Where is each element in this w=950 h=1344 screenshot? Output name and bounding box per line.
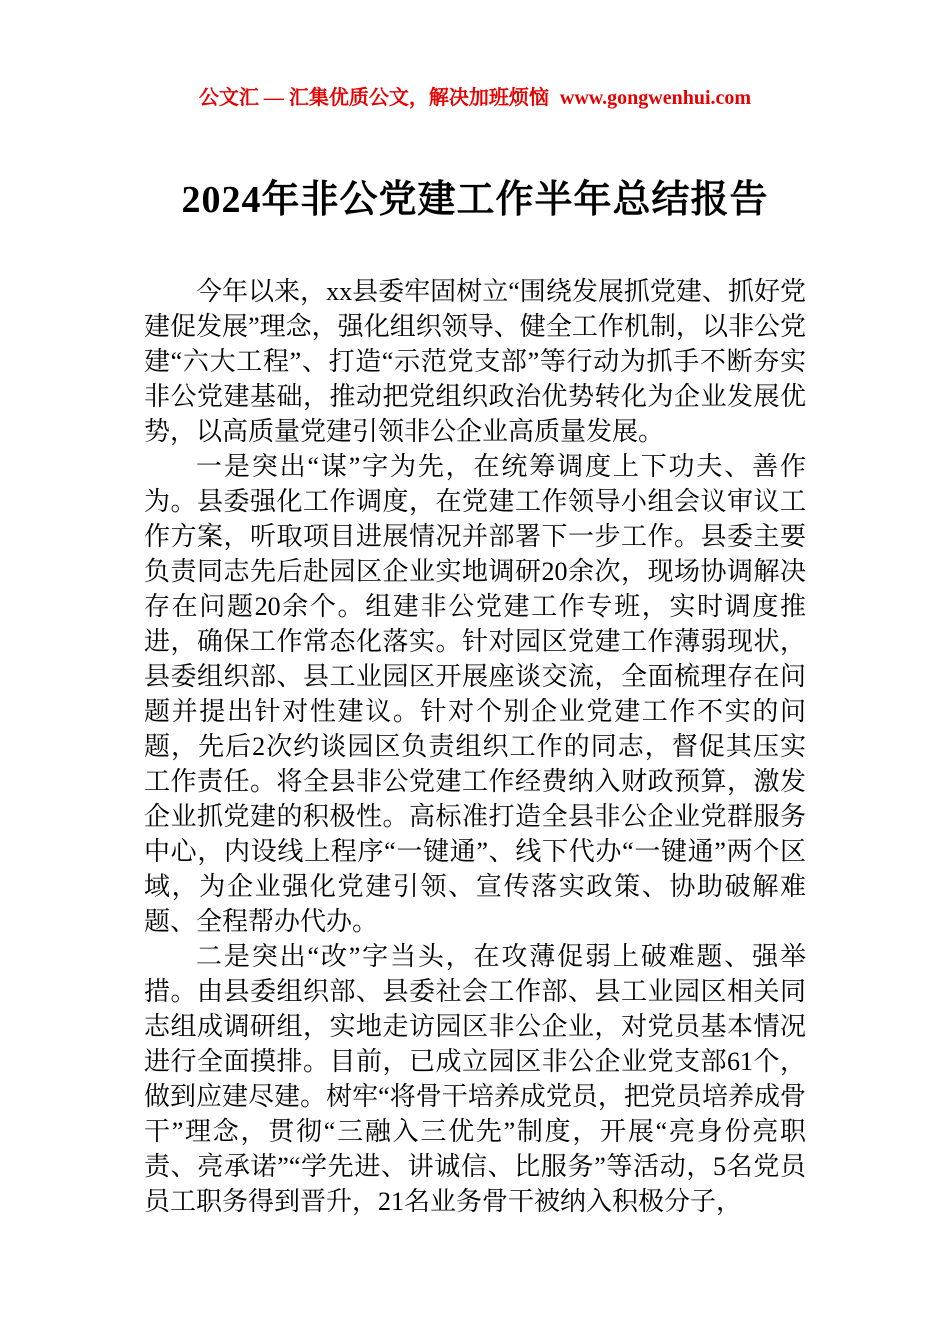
paragraph-intro: 今年以来，xx县委牢固树立“围绕发展抓党建、抓好党建促发展”理念，强化组织领导、健全工作机制，以非公党建“六大工程”、打造“示范党支部”等行动为抓手不断夯实非公党建基础，推动把党组织政治优势转化为企业发展优势，以高质量党建引领非公企业高质量发展。: [144, 277, 806, 446]
document-body: [144, 274, 806, 1219]
site-tagline: 公文汇 — 汇集优质公文，解决加班烦恼: [198, 87, 549, 109]
paragraph-point-one: 一是突出“谋”字为先，在统筹调度上下功夫、善作为。县委强化工作调度，在党建工作领导小组会议审议工作方案，听取项目进展情况并部署下一步工作。县委主要负责同志先后赴园区企业实地调研20余次，现场协调解决存在问题20余个。组建非公党建工作专班，实时调度推进，确保工作常态化落实。针对园区党建工作薄弱现状，县委组织部、县工业园区开展座谈交流，全面梳理存在问题并提出针对性建议。针对个别企业党建工作不实的问题，先后2次约谈园区负责组织工作的同志，督促其压实工作责任。将全县非公党建工作经费纳入财政预算，激发企业抓党建的积极性。高标准打造全县非公企业党群服务中心，内设线上程序“一键通”、线下代办“一键通”两个区域，为企业强化党建引领、宣传落实政策、协助破解难题、全程帮办代办。: [144, 452, 806, 936]
paragraph-point-two: 二是突出“改”字当头，在攻薄促弱上破难题、强举措。由县委组织部、县委社会工作部、县工业园区相关同志组成调研组，实地走访园区非公企业，对党员基本情况进行全面摸排。目前，已成立园区非公企业党支部61个，做到应建尽建。树牢“将骨干培养成党员，把党员培养成骨干”理念，贯彻“三融入三优先”制度，开展“亮身份亮职责、亮承诺”“学先进、讲诚信、比服务”等活动，5名党员员工职务得到晋升，21名业务骨干被纳入积极分子，: [144, 942, 806, 1216]
document-title: 2024年非公党建工作半年总结报告: [181, 179, 769, 221]
site-header: [144, 86, 806, 110]
site-url-link[interactable]: www.gongwenhui.com: [559, 87, 752, 109]
